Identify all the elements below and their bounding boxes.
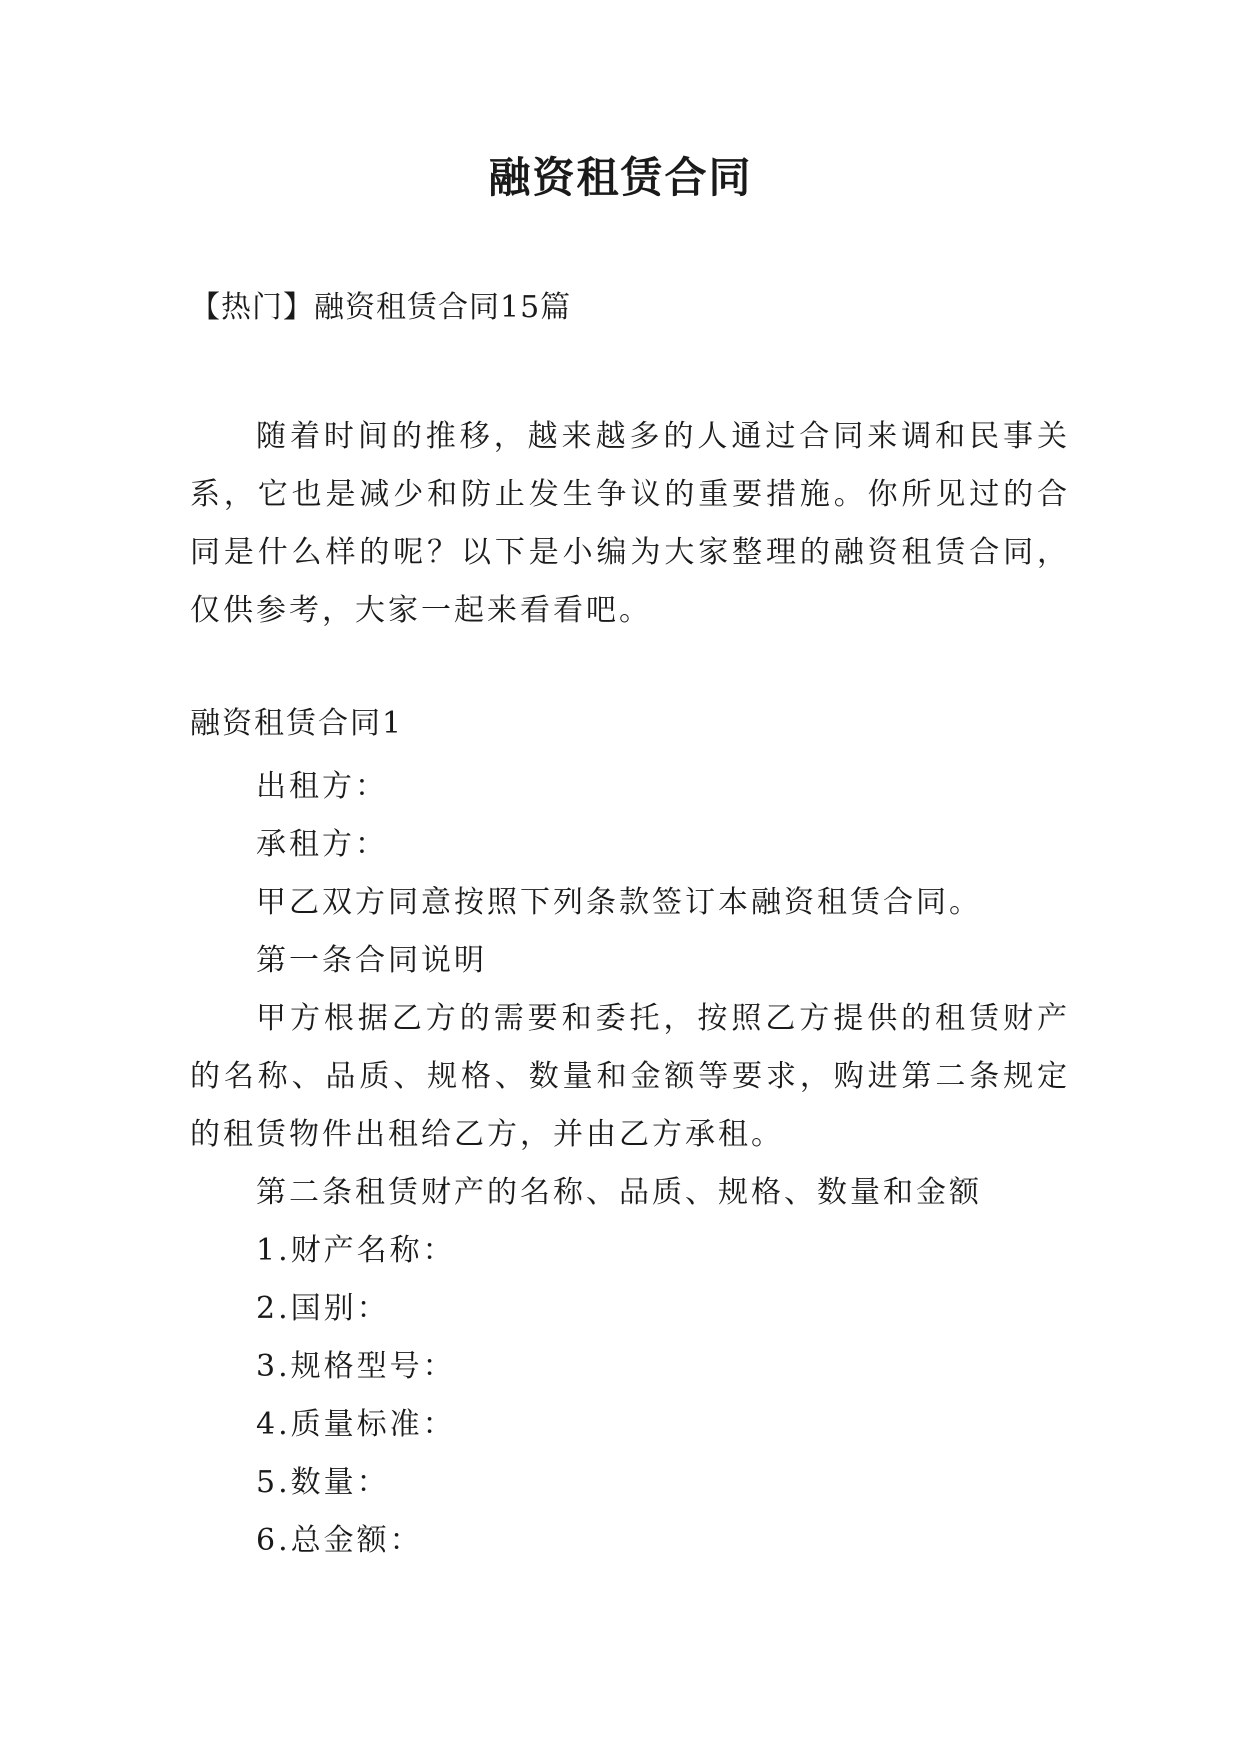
item-property-name: 1.财产名称： xyxy=(256,1233,456,1268)
item-quality-standard: 4.质量标准： xyxy=(256,1407,456,1442)
intro-paragraph: 随着时间的推移，越来越多的人通过合同来调和民事关系，它也是减少和防止发生争议的重要措施。你所见过的合同是什么样的呢？以下是小编为大家整理的融资租赁合同，仅供参考，大家一起来看看吧。 xyxy=(190,419,1070,628)
contract-body xyxy=(190,758,1070,1570)
document-title: 融资租赁合同 xyxy=(488,153,753,202)
item-total-amount: 6.总金额： xyxy=(256,1523,423,1558)
item-model: 3.规格型号： xyxy=(256,1349,456,1384)
item-quantity: 5.数量： xyxy=(256,1465,390,1500)
lessee-line: 承租方： xyxy=(256,827,388,862)
article-2-heading: 第二条租赁财产的名称、品质、规格、数量和金额 xyxy=(256,1175,982,1210)
item-country: 2.国别： xyxy=(256,1291,390,1326)
article-1-heading: 第一条合同说明 xyxy=(256,943,487,978)
section-heading: 融资租赁合同1 xyxy=(190,706,404,741)
agreement-line: 甲乙双方同意按照下列条款签订本融资租赁合同。 xyxy=(256,885,982,920)
lessor-line: 出租方： xyxy=(256,769,388,804)
document-subtitle: 【热门】融资租赁合同15篇 xyxy=(190,290,572,325)
article-1-paragraph: 甲方根据乙方的需要和委托，按照乙方提供的租赁财产的名称、品质、规格、数量和金额等要求，购进第二条规定的租赁物件出租给乙方，并由乙方承租。 xyxy=(190,1001,1070,1152)
